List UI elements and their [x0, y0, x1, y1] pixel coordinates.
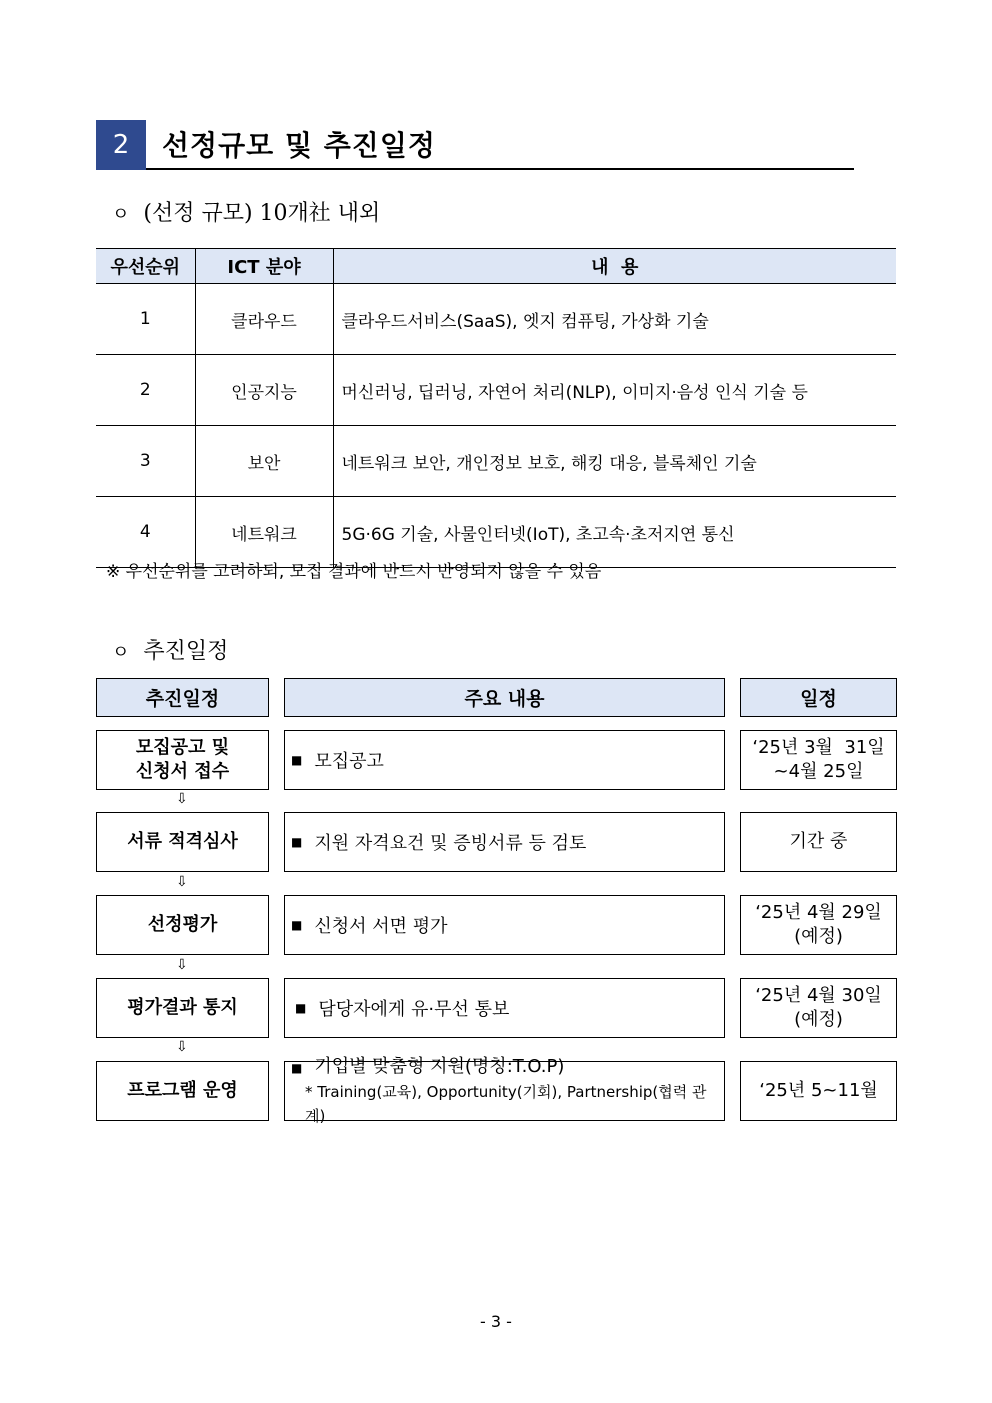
cell-field: 인공지능 — [195, 355, 333, 426]
date-box — [740, 730, 897, 790]
date-text: ‘25년 4월 29일 — [755, 902, 882, 923]
cell-content: 머신러닝, 딥러닝, 자연어 처리(NLP), 이미지·음성 인식 기술 등 — [333, 355, 896, 426]
date-box — [740, 1061, 897, 1121]
page-number: - 3 - — [480, 1312, 512, 1331]
date-text: (예정) — [794, 926, 843, 947]
main-content-text: 신청서 서면 평가 — [314, 916, 448, 937]
bullet-text: 추진일정 — [143, 639, 229, 664]
schedule-header-date: 일정 — [740, 678, 897, 717]
cell-rank: 2 — [96, 355, 195, 426]
bullet-selection-scale — [112, 196, 380, 227]
table-row — [96, 355, 896, 426]
main-content-text: 기업별 맞춤형 지원(명칭:T.O.P) — [314, 1055, 565, 1077]
main-content-box — [284, 812, 725, 872]
circle-bullet-icon: ㅇ — [112, 642, 130, 663]
cell-field: 네트워크 — [195, 497, 333, 568]
cell-content: 5G·6G 기술, 사물인터넷(IoT), 초고속·초저지연 통신 — [333, 497, 896, 568]
table-row — [96, 426, 896, 497]
main-content-subnote: * Training(교육), Opportunity(기회), Partnership(협력 관계) — [305, 1082, 707, 1125]
main-content-text: 모집공고 — [314, 751, 384, 772]
cell-rank: 3 — [96, 426, 195, 497]
square-bullet-icon: ■ — [291, 835, 303, 849]
square-bullet-icon: ■ — [291, 753, 303, 767]
stage-box — [96, 730, 269, 790]
main-content-box — [284, 895, 725, 955]
main-content-text: 지원 자격요건 및 증빙서류 등 검토 — [314, 833, 587, 854]
cell-field: 클라우드 — [195, 284, 333, 355]
ict-field-table — [96, 248, 896, 568]
down-arrow-icon: ⇩ — [176, 957, 188, 973]
date-box — [740, 812, 897, 872]
cell-field: 보안 — [195, 426, 333, 497]
date-text: ‘25년 4월 30일 — [755, 985, 882, 1006]
date-box — [740, 978, 897, 1038]
date-text: 기간 중 — [789, 831, 848, 852]
square-bullet-icon: ■ — [291, 918, 303, 932]
stage-box — [96, 978, 269, 1038]
down-arrow-icon: ⇩ — [176, 1039, 188, 1055]
header-rank: 우선순위 — [96, 249, 195, 284]
stage-box — [96, 895, 269, 955]
stage-label: 서류 적격심사 — [127, 831, 238, 852]
priority-note: ※ 우선순위를 고려하되, 모집 결과에 반드시 반영되지 않을 수 있음 — [106, 562, 602, 582]
main-content-text: 담당자에게 유·무선 통보 — [318, 999, 510, 1020]
stage-box — [96, 1061, 269, 1121]
stage-label: 평가결과 통지 — [127, 997, 238, 1018]
date-text: (예정) — [794, 1009, 843, 1030]
stage-label: 모집공고 및 — [135, 737, 230, 758]
square-bullet-icon: ■ — [291, 1060, 303, 1075]
section-title: 선정규모 및 추진일정 — [162, 129, 436, 162]
date-text: ‘25년 5~11월 — [759, 1080, 878, 1101]
header-field: ICT 분야 — [195, 249, 333, 284]
date-text: ‘25년 3월 31일 — [752, 737, 885, 758]
date-box — [740, 895, 897, 955]
date-text: ~4월 25일 — [773, 761, 864, 782]
down-arrow-icon: ⇩ — [176, 791, 188, 807]
table-header-row — [96, 249, 896, 284]
schedule-header-stage: 추진일정 — [96, 678, 269, 717]
down-arrow-icon: ⇩ — [176, 874, 188, 890]
stage-box — [96, 812, 269, 872]
bullet-schedule — [112, 634, 228, 665]
main-content-box — [284, 1055, 725, 1125]
header-content: 내 용 — [333, 249, 896, 284]
cell-rank: 1 — [96, 284, 195, 355]
square-bullet-icon: ■ — [295, 1001, 307, 1015]
schedule-header-main: 주요 내용 — [284, 678, 725, 717]
stage-label: 신청서 접수 — [135, 761, 230, 782]
section-number: 2 — [96, 120, 146, 170]
bullet-text: (선정 규모) 10개社 내외 — [143, 201, 381, 226]
cell-rank: 4 — [96, 497, 195, 568]
stage-label: 프로그램 운영 — [127, 1080, 238, 1101]
section-underline — [146, 168, 854, 170]
stage-label: 선정평가 — [147, 914, 218, 935]
table-row — [96, 284, 896, 355]
cell-content: 네트워크 보안, 개인정보 보호, 해킹 대응, 블록체인 기술 — [333, 426, 896, 497]
circle-bullet-icon: ㅇ — [112, 204, 130, 225]
main-content-box — [284, 730, 725, 790]
main-content-box — [284, 978, 725, 1038]
cell-content: 클라우드서비스(SaaS), 엣지 컴퓨팅, 가상화 기술 — [333, 284, 896, 355]
